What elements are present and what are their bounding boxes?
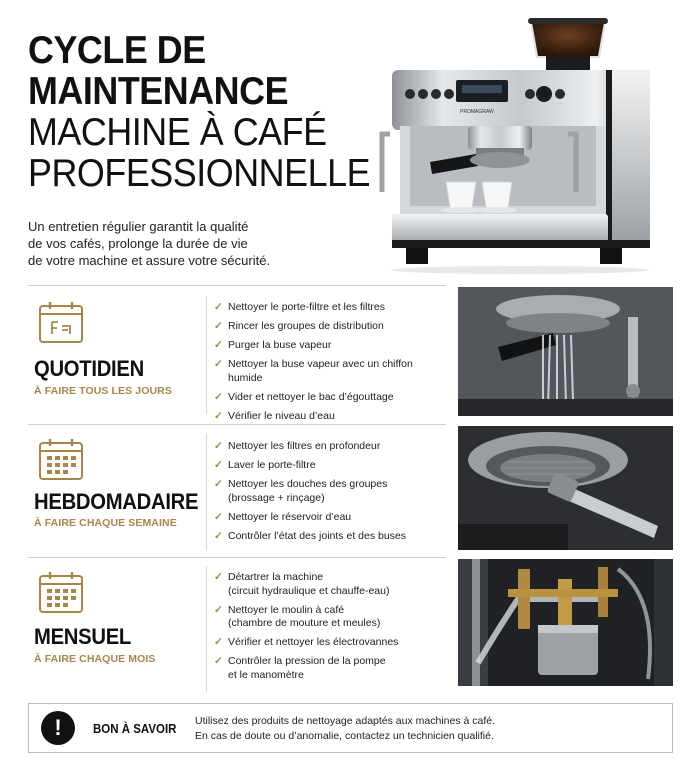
photo-weekly-brush (458, 426, 673, 550)
section-monthly (28, 558, 446, 698)
notice-title: BON À SAVOIR (93, 722, 177, 736)
warning-icon: ! (41, 711, 75, 745)
list-item: ✓ Rincer les groupes de distribution (214, 320, 384, 332)
list-item: ✓ Nettoyer le moulin à café (214, 603, 345, 616)
photo-daily-portafilter (458, 287, 673, 416)
title-line-4: PROFESSIONNELLE (28, 152, 371, 195)
section-weekly-title: HEBDOMADAIRE (34, 489, 199, 514)
list-item: (brossage + rinçage) (228, 491, 325, 504)
section-monthly-separator (206, 566, 207, 692)
title-line-3: MACHINE À CAFÉ (28, 111, 327, 154)
list-item: ✓ Purger la buse vapeur (214, 339, 332, 351)
check-icon: ✓ (214, 571, 223, 583)
section-weekly-checklist (214, 440, 406, 543)
section-monthly-checklist (214, 571, 398, 682)
notice-line-2: En cas de doute ou d’anomalie, contactez un technicien qualifié. (195, 730, 494, 742)
page-title (28, 29, 371, 195)
check-icon: ✓ (214, 440, 223, 452)
section-daily-separator (206, 296, 207, 414)
check-icon: ✓ (214, 478, 223, 490)
check-icon: ✓ (214, 339, 223, 351)
list-item: (chambre de mouture et meules) (228, 617, 381, 629)
section-weekly-separator (206, 433, 207, 551)
check-icon: ✓ (214, 459, 223, 471)
notice-line-1: Utilisez des produits de nettoyage adaptés aux machines à café. (195, 715, 496, 727)
check-icon: ✓ (214, 301, 223, 313)
calendar-weekly-icon (38, 437, 84, 481)
check-icon: ✓ (214, 409, 223, 422)
list-item: ✓ Laver le porte-filtre (214, 459, 316, 471)
list-item: ✓ Vérifier le niveau d’eau (214, 409, 335, 422)
section-monthly-subtitle: À FAIRE CHAQUE MOIS (34, 653, 156, 665)
notice-text (195, 714, 495, 744)
list-item: ✓ Nettoyer les filtres en profondeur (214, 440, 381, 452)
check-icon: ✓ (214, 603, 223, 616)
intro-line-3: de votre machine et assure votre sécurité. (28, 253, 271, 268)
list-item: ✓ Détartrer la machine (214, 571, 324, 583)
intro-text (28, 218, 328, 269)
check-icon: ✓ (214, 320, 223, 332)
calendar-monthly-icon (38, 570, 84, 614)
list-item: ✓ Nettoyer la buse vapeur avec un chiffon humide (214, 358, 413, 384)
check-icon: ✓ (214, 358, 223, 370)
title-line-1: CYCLE DE (28, 29, 206, 72)
section-daily (28, 286, 446, 422)
list-item: ✓ Nettoyer le porte-filtre et les filtres (214, 301, 385, 313)
photo-monthly-pipes (458, 559, 673, 686)
list-item: ✓ Contrôler la pression de la pompe (214, 655, 386, 667)
notice-box (28, 703, 673, 753)
check-icon: ✓ (214, 390, 223, 403)
title-line-2: MAINTENANCE (28, 70, 289, 113)
espresso-machine-image (370, 14, 670, 276)
check-icon: ✓ (214, 510, 223, 523)
section-weekly (28, 425, 446, 555)
check-icon: ✓ (214, 636, 223, 648)
hero-brand: PROMAGRAW (460, 109, 494, 115)
list-item: ✓ Vérifier et nettoyer les électrovannes (214, 636, 399, 648)
section-daily-subtitle: À FAIRE TOUS LES JOURS (34, 385, 172, 397)
intro-line-1: Un entretien régulier garantit la qualité (28, 219, 249, 234)
section-daily-title: QUOTIDIEN (34, 356, 144, 381)
check-icon: ✓ (214, 655, 223, 667)
list-item: ✓ Contrôler l’état des joints et des buses (214, 529, 407, 542)
calendar-daily-icon (38, 300, 84, 344)
list-item: (circuit hydraulique et chauffe-eau) (228, 584, 390, 597)
intro-line-2: de vos cafés, prolonge la durée de vie (28, 236, 248, 251)
list-item: ✓ Nettoyer le réservoir d’eau (214, 510, 352, 523)
check-icon: ✓ (214, 529, 223, 542)
list-item: ✓ Nettoyer les douches des groupes (214, 478, 388, 490)
list-item: ✓ Vider et nettoyer le bac d’égouttage (214, 390, 394, 403)
section-weekly-subtitle: À FAIRE CHAQUE SEMAINE (34, 517, 177, 529)
list-item: et le manomètre (228, 668, 304, 681)
section-monthly-title: MENSUEL (34, 624, 132, 649)
section-daily-checklist (214, 301, 446, 423)
